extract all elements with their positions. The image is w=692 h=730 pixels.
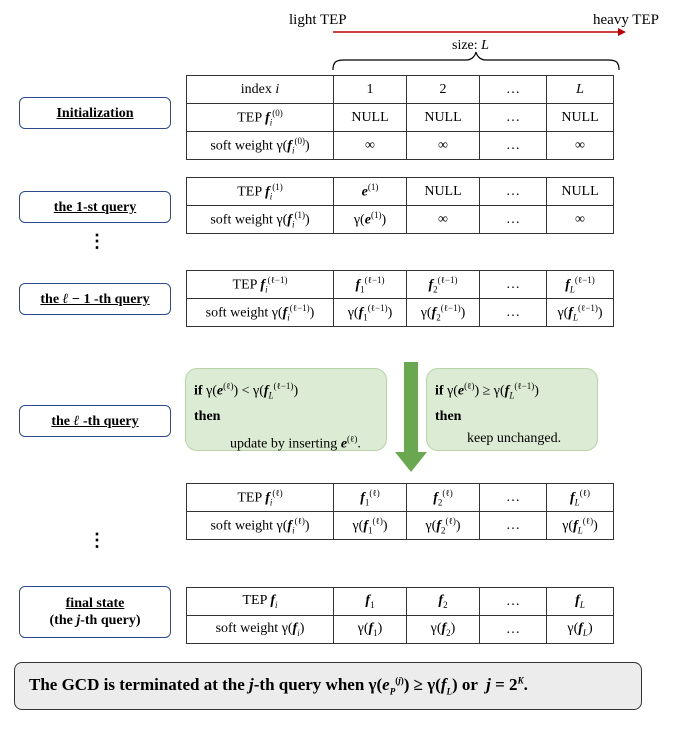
table-cell: $e^{(1)}$: [334, 178, 407, 206]
table-cell: $f_L^{(\ell)}$: [547, 484, 614, 512]
table-cell: …: [480, 484, 547, 512]
table-ell-query: [186, 483, 614, 540]
table-row: [187, 271, 614, 299]
heavy-tep-label: heavy TEP: [593, 12, 659, 28]
table-cell: 1: [334, 76, 407, 104]
table-cell: $f_2$: [407, 588, 480, 616]
table-cell: $f_1^{(\ell)}$: [334, 484, 407, 512]
table-cell: …: [480, 104, 547, 132]
table-ell-minus-1-query: [186, 270, 614, 327]
table-cell: $f_2^{(\ell-1)}$: [407, 271, 480, 299]
table-cell: …: [480, 132, 547, 160]
stage-first-query: the 1-st query: [19, 191, 171, 223]
table-cell: NULL: [547, 104, 614, 132]
tep-label: TEP $f_i^{(\ell)}$: [187, 484, 334, 512]
table-row: [187, 588, 614, 616]
table-cell: ∞: [407, 206, 480, 234]
light-to-heavy-arrow: [330, 26, 630, 38]
weight-label: soft weight $\gamma(f_i^{(0)})$: [187, 132, 334, 160]
table-cell: $\gamma(f_1^{(\ell)})$: [334, 512, 407, 540]
table-final-state: [186, 587, 614, 644]
index-header: index i: [187, 76, 334, 104]
table-cell: $\gamma(f_2^{(\ell-1)})$: [407, 299, 480, 327]
table-row: [187, 299, 614, 327]
tep-label: TEP $f_i^{(1)}$: [187, 178, 334, 206]
update-arrow: [393, 362, 429, 474]
table-cell: NULL: [334, 104, 407, 132]
table-cell: NULL: [407, 178, 480, 206]
stage-initialization: Initialization: [19, 97, 171, 129]
table-cell: $f_L^{(\ell-1)}$: [547, 271, 614, 299]
table-cell: $\gamma(f_2^{(\ell)})$: [407, 512, 480, 540]
table-cell: $\gamma(f_1^{(\ell-1)})$: [334, 299, 407, 327]
table-cell: $f_2^{(\ell)}$: [407, 484, 480, 512]
table-row: [187, 206, 614, 234]
tep-label: TEP $f_i^{(0)}$: [187, 104, 334, 132]
table-row: [187, 132, 614, 160]
table-row: [187, 512, 614, 540]
table-cell: ∞: [334, 132, 407, 160]
table-cell: …: [480, 512, 547, 540]
size-label: size: L: [452, 38, 489, 53]
tep-label: TEP $f_i^{(\ell-1)}$: [187, 271, 334, 299]
weight-label: soft weight $\gamma(f_i^{(\ell)})$: [187, 512, 334, 540]
condition-insert-box: if $\gamma(e^{(\ell)}) < \gamma(f_L^{(\ell-1)})$ then update by inserting $e^{(\ell)}$.: [185, 368, 387, 451]
table-cell: …: [480, 178, 547, 206]
table-cell: $f_1$: [334, 588, 407, 616]
stage-ell-minus-1-query: the ℓ − 1 -th query: [19, 283, 171, 315]
table-cell: $\gamma(f_L^{(\ell)})$: [547, 512, 614, 540]
size-brace: [330, 50, 622, 74]
table-row: [187, 104, 614, 132]
table-cell: $\gamma(f_1)$: [334, 616, 407, 644]
light-tep-label: light TEP: [289, 12, 347, 28]
table-cell: $\gamma(f_2)$: [407, 616, 480, 644]
table-cell: NULL: [407, 104, 480, 132]
table-cell: $\gamma(e^{(1)})$: [334, 206, 407, 234]
table-initialization: [186, 75, 614, 160]
table-cell: …: [480, 588, 547, 616]
table-cell: L: [547, 76, 614, 104]
table-row: [187, 178, 614, 206]
table-cell: $f_1^{(\ell-1)}$: [334, 271, 407, 299]
weight-label: soft weight $\gamma(f_i)$: [187, 616, 334, 644]
table-cell: …: [480, 76, 547, 104]
table-cell: …: [480, 206, 547, 234]
weight-label: soft weight $\gamma(f_i^{(1)})$: [187, 206, 334, 234]
table-cell: …: [480, 299, 547, 327]
table-row: [187, 484, 614, 512]
table-cell: …: [480, 271, 547, 299]
vertical-ellipsis-2: ⋮: [88, 530, 106, 550]
tep-label: TEP $f_i$: [187, 588, 334, 616]
table-cell: $\gamma(f_L^{(\ell-1)})$: [547, 299, 614, 327]
vertical-ellipsis: ⋮: [88, 231, 106, 251]
table-cell: 2: [407, 76, 480, 104]
stage-ell-query: the ℓ -th query: [19, 405, 171, 437]
table-first-query: [186, 177, 614, 234]
stage-final-state: final state (the j-th query): [19, 586, 171, 638]
table-cell: ∞: [547, 206, 614, 234]
table-row: [187, 76, 614, 104]
table-cell: ∞: [547, 132, 614, 160]
table-cell: $\gamma(f_L)$: [547, 616, 614, 644]
table-cell: NULL: [547, 178, 614, 206]
weight-label: soft weight $\gamma(f_i^{(\ell-1)})$: [187, 299, 334, 327]
termination-statement: The GCD is terminated at the j-th query when $\gamma(e_P^{(j)}) \ge \gamma(f_L)$ or $j = 2^K$.: [14, 662, 642, 710]
table-row: [187, 616, 614, 644]
table-cell: $f_L$: [547, 588, 614, 616]
table-cell: …: [480, 616, 547, 644]
table-cell: ∞: [407, 132, 480, 160]
condition-keep-box: if $\gamma(e^{(\ell)}) \ge \gamma(f_L^{(\ell-1)})$ then keep unchanged.: [426, 368, 598, 451]
